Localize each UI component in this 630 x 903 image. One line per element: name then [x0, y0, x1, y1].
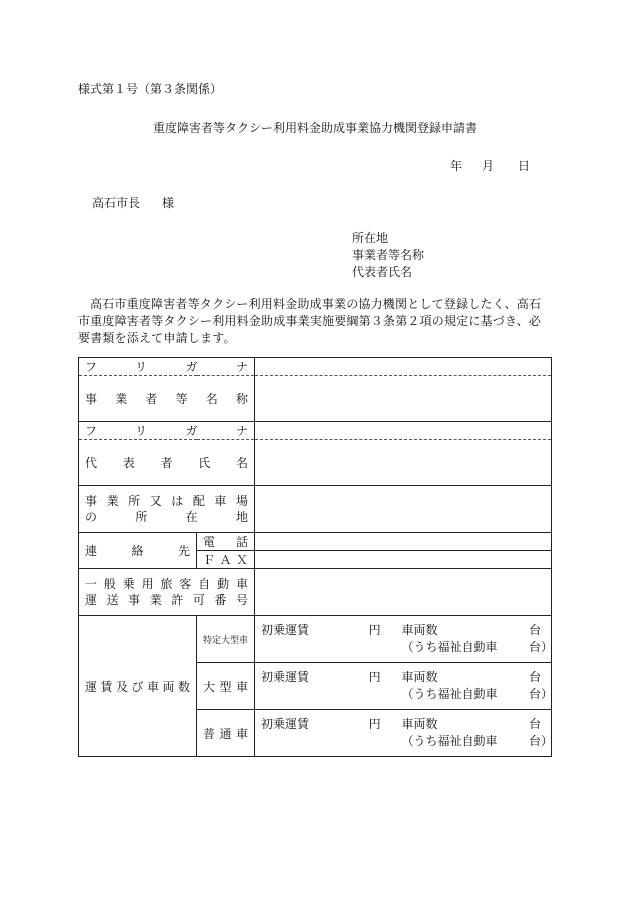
phone-field[interactable]	[255, 533, 552, 551]
vehicle-count-label: 車両数	[401, 670, 438, 684]
fare-label: 初乗運賃	[261, 670, 310, 684]
addressee	[92, 194, 174, 211]
fare-row-large[interactable]	[255, 663, 552, 710]
fares-label: 運賃及び車両数	[79, 616, 197, 757]
permit-number-label	[79, 569, 255, 616]
applicant-business-name-label: 事業者等名称	[352, 248, 425, 262]
body-text: 高石市重度障害者等タクシー利用料金助成事業の協力機関として登録したく、高石市重度障害者等タクシー利用料金助成事業実施要綱第３条第２項の規定に基づき、必要書類を添えて申請します。	[78, 297, 542, 345]
furigana-label-1: フリガナ	[79, 358, 255, 376]
fare-label: 初乗運賃	[261, 623, 310, 637]
welfare-vehicle-label: （うち福祉自動車	[401, 640, 498, 654]
fare-row-standard[interactable]	[255, 710, 552, 757]
office-location-label	[79, 486, 255, 533]
fax-field[interactable]	[255, 551, 552, 569]
vehicle-type-label-standard: 普通車	[197, 710, 255, 757]
date-day-label: 日	[518, 159, 531, 173]
furigana-field-2[interactable]	[255, 422, 552, 440]
fare-unit: 円	[368, 717, 381, 731]
fax-label: ＦＡＸ	[197, 551, 255, 569]
vehicle-count-label: 車両数	[401, 623, 438, 637]
vehicle-count-unit: 台	[529, 670, 542, 684]
business-name-field[interactable]	[255, 376, 552, 422]
business-name-label: 事業者等名称	[79, 376, 255, 422]
office-location-label-line1: 事業所又は配車場	[85, 494, 248, 508]
contact-label: 連絡先	[79, 533, 197, 569]
furigana-field-1[interactable]	[255, 358, 552, 376]
vehicle-count-label: 車両数	[401, 717, 438, 731]
application-form-table	[78, 357, 552, 757]
representative-name-label: 代表者氏名	[79, 440, 255, 486]
office-location-label-line2: の所在地	[85, 510, 248, 524]
permit-number-field[interactable]	[255, 569, 552, 616]
vehicle-type-label-large: 大型車	[197, 663, 255, 710]
phone-label: 電話	[197, 533, 255, 551]
addressee-honorific: 様	[162, 196, 175, 210]
welfare-vehicle-label: （うち福祉自動車	[401, 687, 498, 701]
welfare-vehicle-label: （うち福祉自動車	[401, 734, 498, 748]
fare-row-special-large[interactable]	[255, 616, 552, 663]
applicant-address-label: 所在地	[352, 231, 389, 245]
applicant-representative-label: 代表者氏名	[352, 265, 413, 279]
date-year-label: 年	[450, 159, 463, 173]
fare-unit: 円	[368, 623, 381, 637]
welfare-vehicle-unit: 台）	[529, 734, 554, 748]
vehicle-count-unit: 台	[529, 623, 542, 637]
vehicle-count-unit: 台	[529, 717, 542, 731]
document-title: 重度障害者等タクシー利用料金助成事業協力機関登録申請書	[152, 121, 477, 135]
form-number: 様式第１号（第３条関係）	[78, 82, 223, 96]
welfare-vehicle-unit: 台）	[529, 640, 554, 654]
furigana-label-2: フリガナ	[79, 422, 255, 440]
welfare-vehicle-unit: 台）	[529, 687, 554, 701]
fare-label: 初乗運賃	[261, 717, 310, 731]
fare-unit: 円	[368, 670, 381, 684]
vehicle-type-label-special-large: 特定大型車	[197, 616, 255, 663]
representative-name-field[interactable]	[255, 440, 552, 486]
permit-number-label-line2: 運送事業許可番号	[85, 593, 248, 607]
addressee-name: 高石市長	[92, 196, 141, 210]
date-month-label: 月	[482, 159, 495, 173]
office-location-field[interactable]	[255, 486, 552, 533]
permit-number-label-line1: 一般乗用旅客自動車	[85, 577, 248, 591]
